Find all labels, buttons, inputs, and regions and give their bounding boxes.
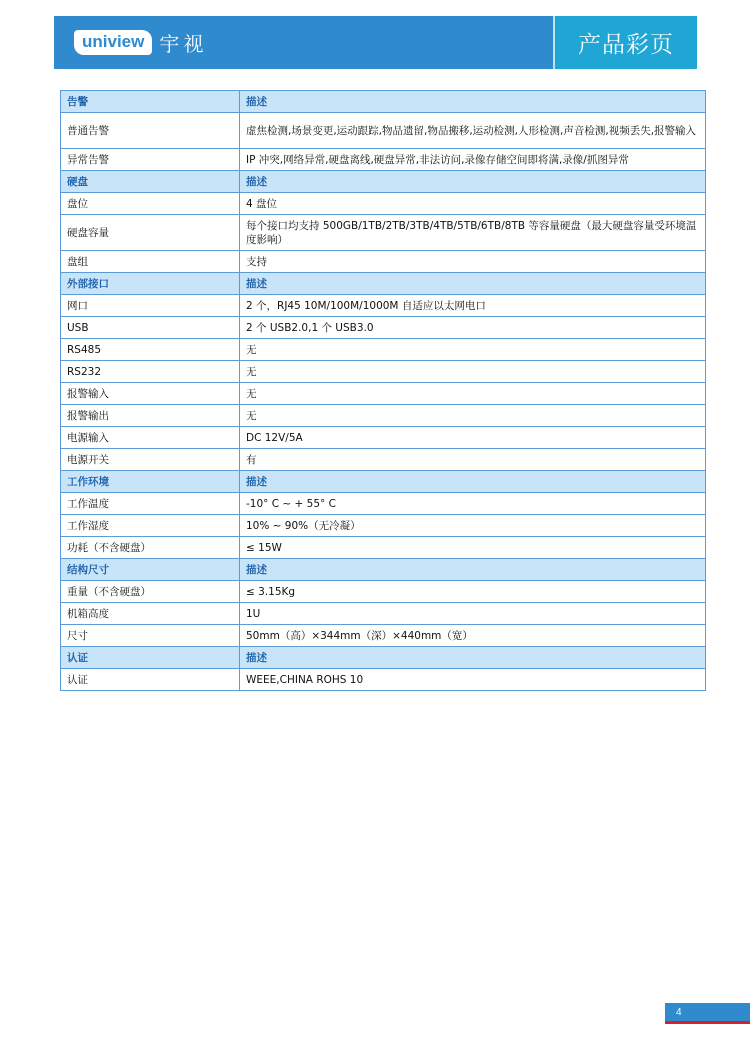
spec-label: 尺寸	[61, 625, 240, 647]
spec-value: 虚焦检测,场景变更,运动跟踪,物品遗留,物品搬移,运动检测,人形检测,声音检测,视频丢失,报警输入	[240, 113, 706, 149]
table-row	[61, 405, 706, 427]
page-number: 4	[676, 1006, 682, 1018]
table-row	[61, 149, 706, 171]
section-header-row	[61, 273, 706, 295]
section-title: 工作环境	[61, 471, 240, 493]
spec-label: 工作湿度	[61, 515, 240, 537]
table-row	[61, 515, 706, 537]
spec-label: 重量（不含硬盘）	[61, 581, 240, 603]
spec-label: 工作温度	[61, 493, 240, 515]
spec-label: 盘位	[61, 193, 240, 215]
table-row	[61, 493, 706, 515]
section-title: 硬盘	[61, 171, 240, 193]
spec-label: 报警输出	[61, 405, 240, 427]
brand-logo	[74, 28, 207, 56]
page-number-bar	[665, 1003, 750, 1024]
table-row	[61, 581, 706, 603]
spec-label: 功耗（不含硬盘）	[61, 537, 240, 559]
spec-label: 硬盘容量	[61, 215, 240, 251]
table-row	[61, 383, 706, 405]
table-row	[61, 317, 706, 339]
section-desc-header: 描述	[240, 647, 706, 669]
spec-value: 50mm（高）×344mm（深）×440mm（宽）	[240, 625, 706, 647]
section-title: 认证	[61, 647, 240, 669]
spec-value: 无	[240, 339, 706, 361]
section-header-row	[61, 559, 706, 581]
spec-label: 异常告警	[61, 149, 240, 171]
table-row	[61, 537, 706, 559]
logo-badge	[74, 30, 152, 55]
spec-label: RS485	[61, 339, 240, 361]
spec-value: 无	[240, 405, 706, 427]
section-desc-header: 描述	[240, 171, 706, 193]
table-row	[61, 251, 706, 273]
spec-value: 4 盘位	[240, 193, 706, 215]
spec-value: ≤ 15W	[240, 537, 706, 559]
section-desc-header: 描述	[240, 471, 706, 493]
section-title: 结构尺寸	[61, 559, 240, 581]
table-row	[61, 603, 706, 625]
section-desc-header: 描述	[240, 273, 706, 295]
spec-label: RS232	[61, 361, 240, 383]
table-row	[61, 449, 706, 471]
table-row	[61, 339, 706, 361]
spec-value: WEEE,CHINA ROHS 10	[240, 669, 706, 691]
spec-value: DC 12V/5A	[240, 427, 706, 449]
spec-label: 普通告警	[61, 113, 240, 149]
section-header-row	[61, 471, 706, 493]
page-title: 产品彩页	[578, 32, 674, 58]
spec-label: 电源输入	[61, 427, 240, 449]
section-desc-header: 描述	[240, 559, 706, 581]
spec-value: 10% ~ 90%（无冷凝）	[240, 515, 706, 537]
spec-value: ≤ 3.15Kg	[240, 581, 706, 603]
section-header-row	[61, 171, 706, 193]
spec-value: 1U	[240, 603, 706, 625]
title-panel	[555, 16, 697, 69]
spec-label: 电源开关	[61, 449, 240, 471]
spec-value: 支持	[240, 251, 706, 273]
table-row	[61, 669, 706, 691]
spec-value: 无	[240, 361, 706, 383]
table-row	[61, 361, 706, 383]
spec-value: 2 个 USB2.0,1 个 USB3.0	[240, 317, 706, 339]
section-title: 外部接口	[61, 273, 240, 295]
table-row	[61, 113, 706, 149]
spec-value: -10° C ~ + 55° C	[240, 493, 706, 515]
spec-label: 机箱高度	[61, 603, 240, 625]
spec-label: 认证	[61, 669, 240, 691]
header-banner	[54, 16, 697, 69]
spec-value: 有	[240, 449, 706, 471]
spec-value: 无	[240, 383, 706, 405]
spec-label: 报警输入	[61, 383, 240, 405]
spec-label: USB	[61, 317, 240, 339]
spec-table	[60, 90, 706, 691]
section-header-row	[61, 647, 706, 669]
logo-chinese: 宇视	[159, 31, 208, 56]
spec-table-body	[61, 91, 706, 691]
spec-value: IP 冲突,网络异常,硬盘离线,硬盘异常,非法访问,录像存储空间即将满,录像/抓图异常	[240, 149, 706, 171]
section-title: 告警	[61, 91, 240, 113]
spec-value: 2 个，RJ45 10M/100M/1000M 自适应以太网电口	[240, 295, 706, 317]
table-row	[61, 193, 706, 215]
section-desc-header: 描述	[240, 91, 706, 113]
table-row	[61, 625, 706, 647]
section-header-row	[61, 91, 706, 113]
spec-value: 每个接口均支持 500GB/1TB/2TB/3TB/4TB/5TB/6TB/8TB 等容量硬盘（最大硬盘容量受环境温度影响）	[240, 215, 706, 251]
logo-english: uniview	[82, 31, 145, 51]
spec-label: 网口	[61, 295, 240, 317]
table-row	[61, 295, 706, 317]
spec-label: 盘组	[61, 251, 240, 273]
table-row	[61, 427, 706, 449]
table-row	[61, 215, 706, 251]
